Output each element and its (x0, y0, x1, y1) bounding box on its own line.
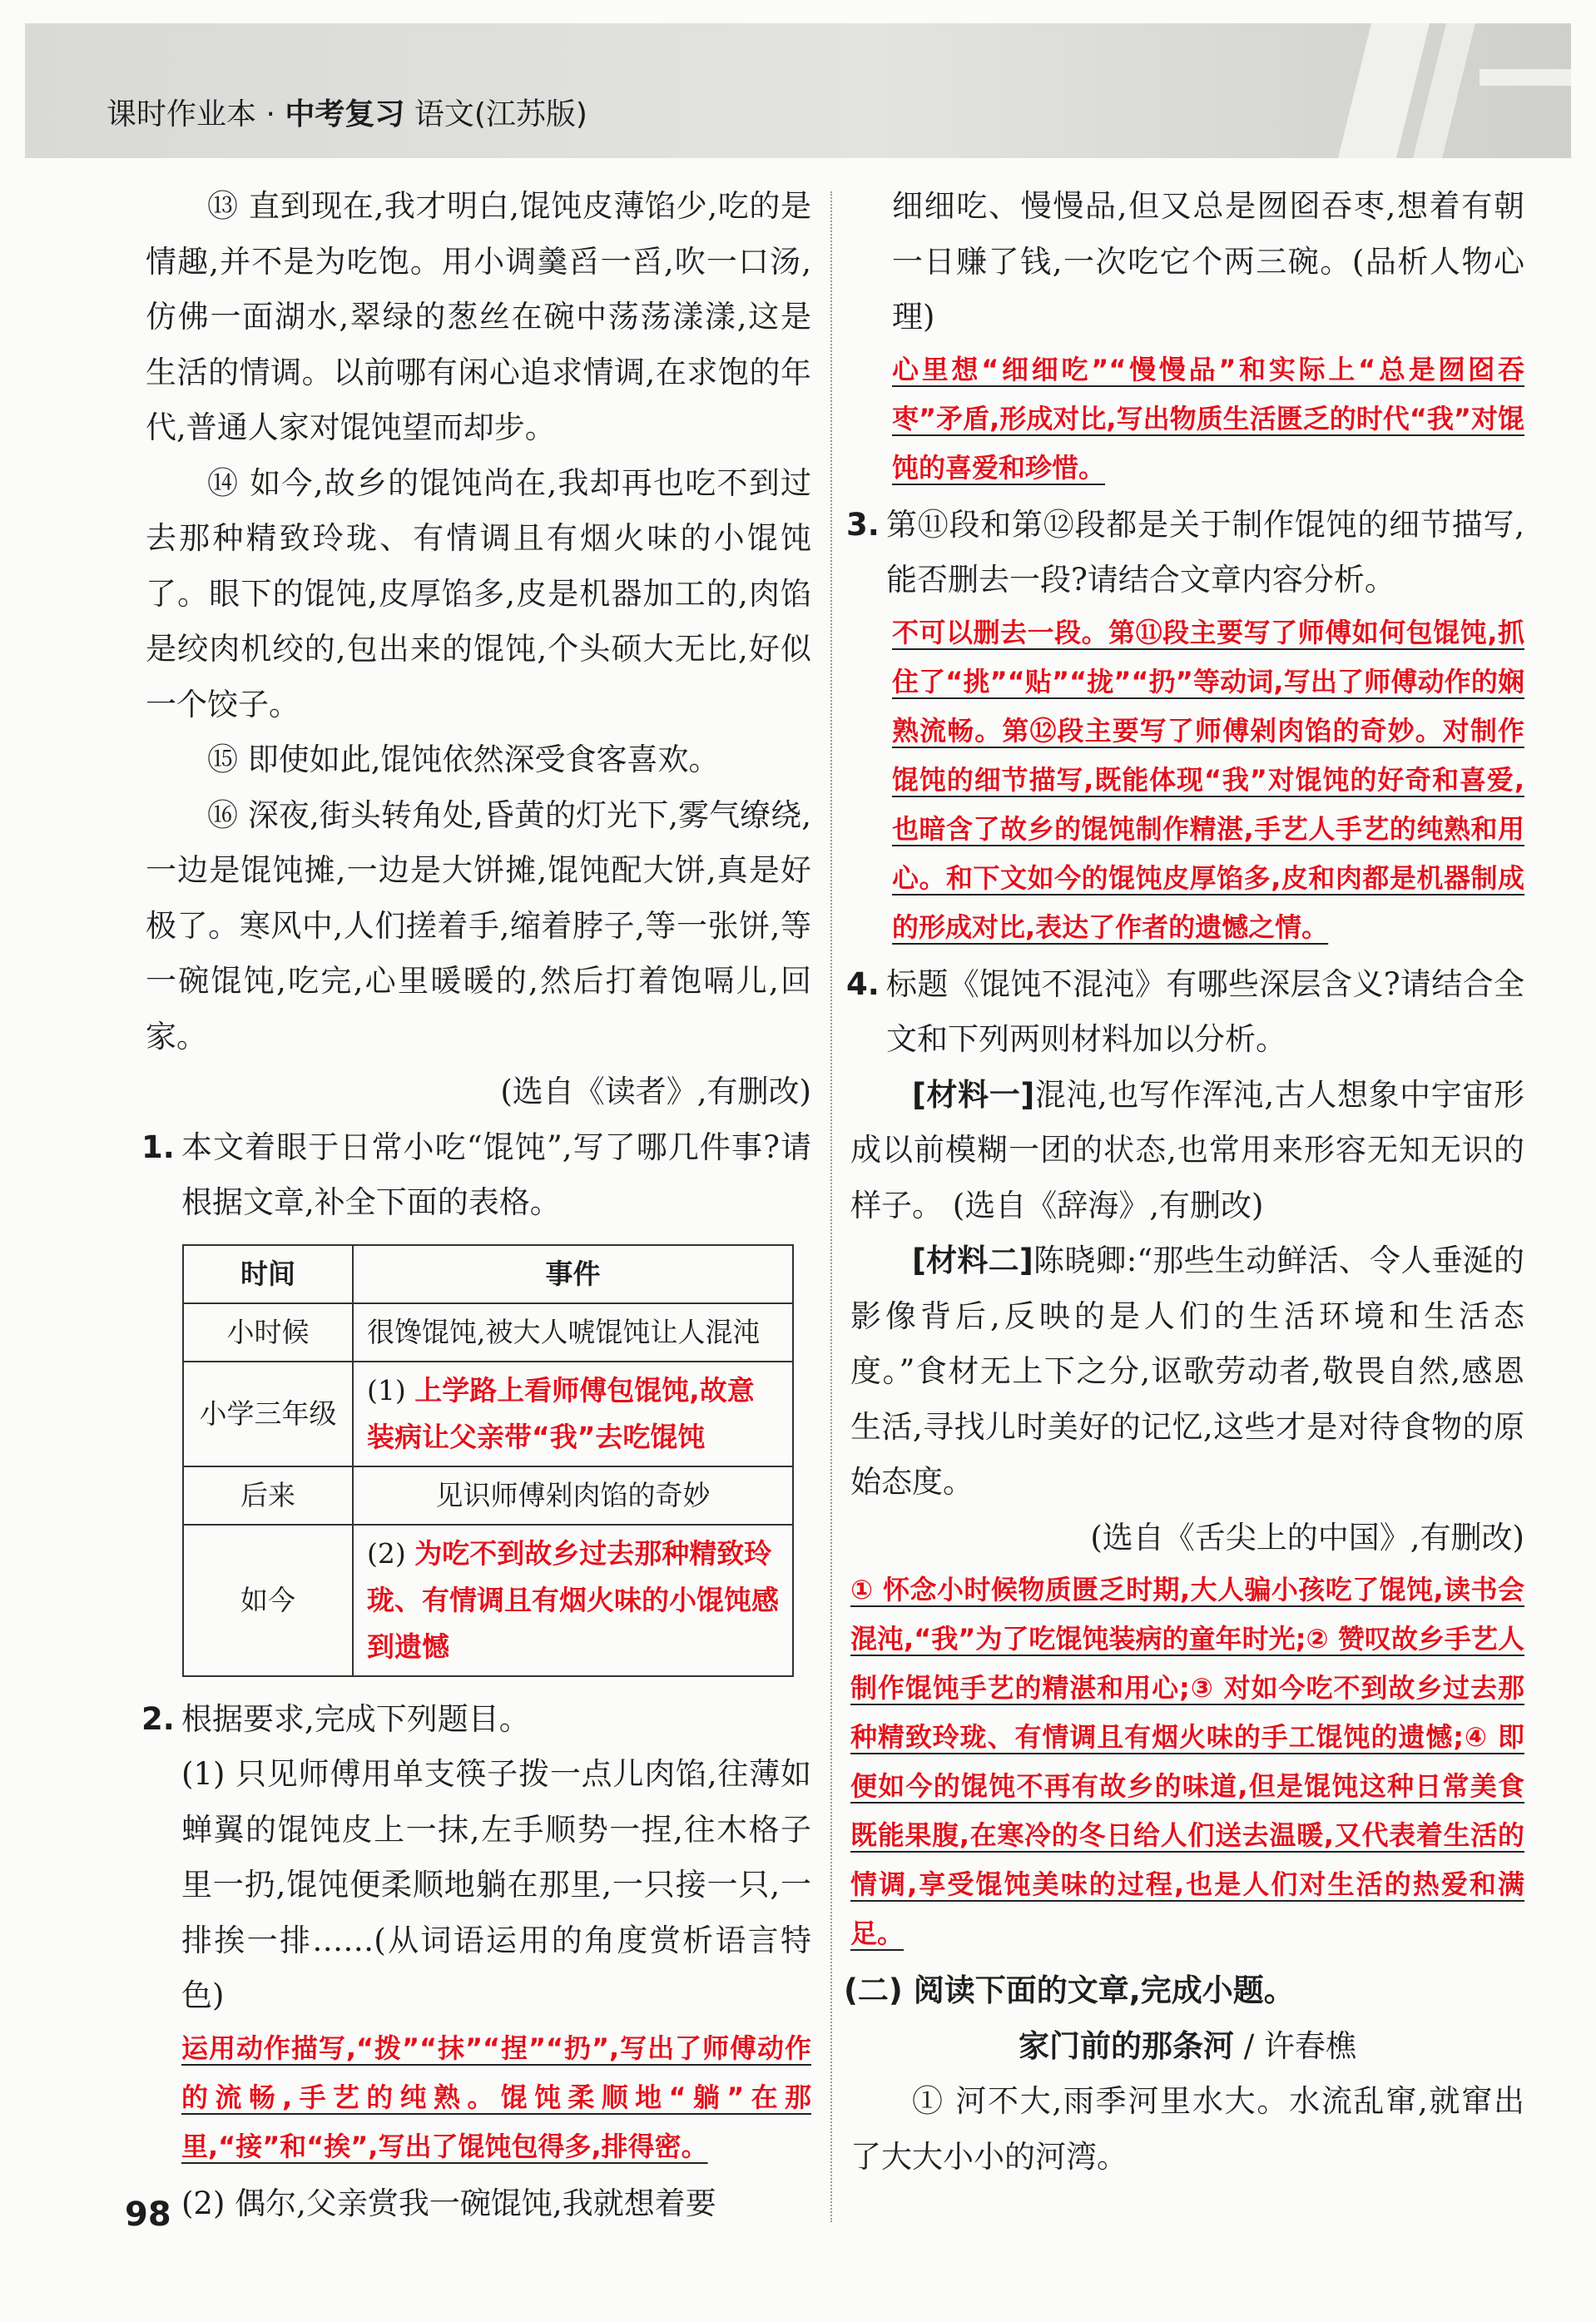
question-text: 标题《馄饨不混沌》有哪些深层含义?请结合全文和下列两则材料加以分析。 (886, 965, 1524, 1057)
question-3 (846, 498, 1524, 608)
material-label: [材料一] (912, 1076, 1035, 1113)
answer-2-2: 心里想“细细吃”“慢慢品”和实际上“总是囫囵吞枣”矛盾,形成对比,写出物质生活匮乏的时代“我”对馄饨的喜爱和珍惜。 (892, 353, 1524, 484)
question-number: 4. (846, 965, 880, 1002)
subquestion-2-2-continued: 细细吃、慢慢品,但又总是囫囵吞枣,想着有朝一日赚了钱,一次吃它个两三碗。(品析人物心理) (892, 188, 1524, 335)
book-title: 课时作业本 · 中考复习 语文(江苏版) (107, 97, 587, 131)
header-decoration (1321, 23, 1571, 158)
article-author: / 许春樵 (1234, 2027, 1356, 2064)
event-cell: 很馋馄饨,被大人唬馄饨让人混沌 (353, 1303, 793, 1362)
table-header-row (183, 1245, 793, 1303)
page-number: 98 (125, 2195, 171, 2234)
left-column (141, 179, 811, 2231)
paragraph-16: ⑯ 深夜,街头转角处,昏黄的灯光下,雾气缭绕,一边是馄饨摊,一边是大饼摊,馄饨配大饼,真是好极了。寒风中,人们搓着手,缩着脖子,等一张饼,等一碗馄饨,吃完,心里暖暖的,然后打着饱嗝儿,回家。 (146, 796, 811, 1054)
table-row (183, 1362, 793, 1466)
events-table (182, 1244, 794, 1677)
question-1 (141, 1120, 811, 1231)
answer-3: 不可以删去一段。第⑪段主要写了师傅如何包馄饨,抓住了“挑”“贴”“拢”“扔”等动词,写出了师傅动作的娴熟流畅。第⑫段主要写了师傅剁肉馅的奇妙。对制作馄饨的细节描写,既能体现“我”对馄饨的好奇和喜爱,也暗含了故乡的馄饨制作精湛,手艺人手艺的纯熟和用心。和下文如今的馄饨皮厚馅多,皮和肉都是机器制成的形成对比,表达了作者的遗憾之情。 (892, 616, 1524, 943)
material-label: [材料二] (912, 1243, 1033, 1278)
page-header (25, 23, 1571, 158)
question-text: 本文着眼于日常小吃“馄饨”,写了哪几件事?请根据文章,补全下面的表格。 (181, 1129, 811, 1220)
table-row (183, 1525, 793, 1676)
answer-text: 为吃不到故乡过去那种精致玲珑、有情调且有烟火味的小馄饨感到遗憾 (367, 1536, 779, 1663)
event-cell: (2) 为吃不到故乡过去那种精致玲珑、有情调且有烟火味的小馄饨感到遗憾 (353, 1525, 793, 1676)
paragraph-13: ⑬ 直到现在,我才明白,馄饨皮薄馅少,吃的是情趣,并不是为吃饱。用小调羹舀一舀,吹一口汤,仿佛一面湖水,翠绿的葱丝在碗中荡荡漾漾,这是生活的情调。以前哪有闲心追求情调,在求饱的年代,普通人家对馄饨望而却步。 (146, 188, 811, 445)
question-2 (141, 1692, 811, 1748)
article-paragraph-1: ① 河不大,雨季河里水大。水流乱窜,就窜出了大大小小的河湾。 (850, 2083, 1524, 2175)
table-row (183, 1303, 793, 1362)
source-note: (选自《读者》,有删改) (500, 1074, 811, 1109)
article-title: 家门前的那条河 / 许春樵 (1019, 2027, 1356, 2064)
question-4 (846, 957, 1524, 1068)
material-1: [材料一]混沌,也写作浑沌,古人想象中宇宙形成以前模糊一团的状态,也常用来形容无知无识的样子。 (选自《辞海》,有删改) (850, 1076, 1524, 1223)
question-number: 2. (141, 1700, 175, 1737)
answer-text: 上学路上看师傅包馄饨,故意装病让父亲带“我”去吃馄饨 (367, 1373, 755, 1453)
table-row (183, 1466, 793, 1525)
subquestion-2-1: (1) 只见师傅用单支筷子拨一点儿肉馅,往薄如蝉翼的馄饨皮上一抹,左手顺势一捏,往木格子里一扔,馄饨便柔顺地躺在那里,一只接一只,一排挨一排……(从词语运用的角度赏析语言特色) (181, 1756, 811, 2013)
answer-2-1: 运用动作描写,“拨”“抹”“捏”“扔”,写出了师傅动作的流畅,手艺的纯熟。馄饨柔顺地“躺”在那里,“接”和“挨”,写出了馄饨包得多,排得密。 (181, 2032, 811, 2162)
event-cell: 见识师傅剁肉馅的奇妙 (353, 1466, 793, 1525)
material-2: [材料二]陈晓卿:“那些生动鲜活、令人垂涎的影像背后,反映的是人们的生活环境和生活态度。”食材无上下之分,讴歌劳动者,敬畏自然,感恩生活,寻找儿时美好的记忆,这些才是对待食物的原始态度。 (850, 1243, 1524, 1500)
time-cell: 如今 (183, 1525, 353, 1676)
column-divider (830, 191, 832, 2222)
time-cell: 小学三年级 (183, 1362, 353, 1466)
right-column (844, 179, 1524, 2185)
paragraph-14: ⑭ 如今,故乡的馄饨尚在,我却再也吃不到过去那种精致玲珑、有情调且有烟火味的小馄饨了。眼下的馄饨,皮厚馅多,皮是机器加工的,肉馅是绞肉机绞的,包出来的馄饨,个头硕大无比,好似一个饺子。 (146, 464, 811, 722)
table-header: 时间 (183, 1245, 353, 1303)
question-number: 3. (846, 506, 880, 543)
material-2-source: (选自《舌尖上的中国》,有删改) (1090, 1519, 1524, 1555)
question-number: 1. (141, 1129, 175, 1165)
answer-4: ① 怀念小时候物质匮乏时期,大人骗小孩吃了馄饨,读书会混沌,“我”为了吃馄饨装病的童年时光;② 赞叹故乡手艺人制作馄饨手艺的精湛和用心;③ 对如今吃不到故乡过去那种精致玲珑、有情调且有烟火味的手工馄饨的遗憾;④ 即便如今的馄饨不再有故乡的味道,但是馄饨这种日常美食既能果腹,在寒冷的冬日给人们送去温暖,又代表着生活的情调,享受馄饨美味的过程,也是人们对生活的热爱和满足。 (850, 1574, 1524, 1949)
subquestion-2-2: (2) 偶尔,父亲赏我一碗馄饨,我就想着要 (181, 2185, 716, 2221)
material-source: (选自《辞海》,有删改) (952, 1187, 1264, 1223)
table-header: 事件 (353, 1245, 793, 1303)
event-cell: (1) 上学路上看师傅包馄饨,故意装病让父亲带“我”去吃馄饨 (353, 1362, 793, 1466)
question-text: 第⑪段和第⑫段都是关于制作馄饨的细节描写,能否删去一段?请结合文章内容分析。 (886, 506, 1524, 598)
paragraph-15: ⑮ 即使如此,馄饨依然深受食客喜欢。 (207, 742, 720, 777)
question-text: 根据要求,完成下列题目。 (181, 1700, 530, 1737)
time-cell: 后来 (183, 1466, 353, 1525)
section-heading: (二) 阅读下面的文章,完成小题。 (844, 1972, 1295, 2008)
time-cell: 小时候 (183, 1303, 353, 1362)
